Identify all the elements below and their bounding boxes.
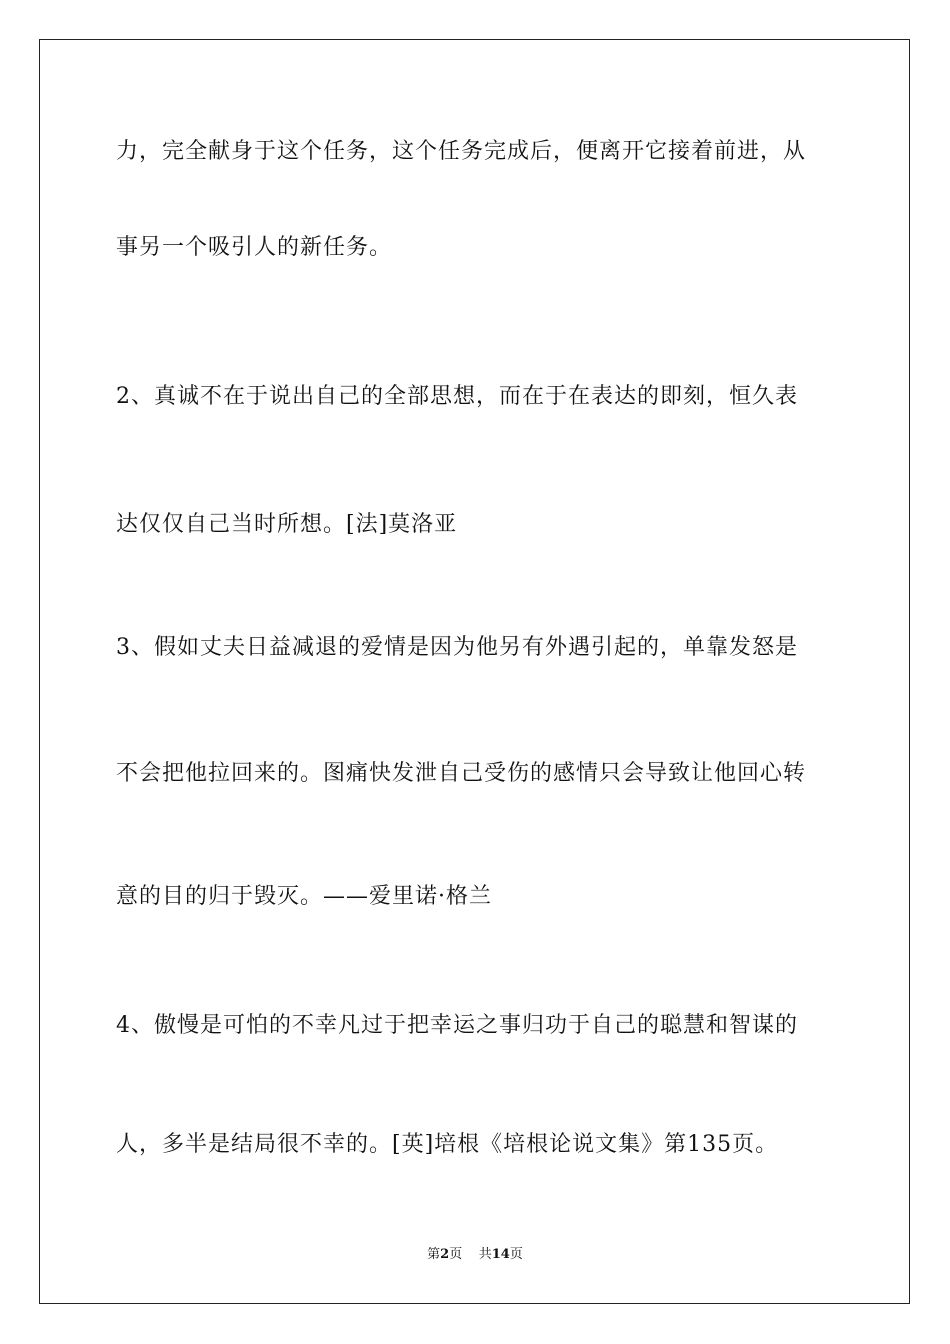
text-line-1: 力，完全献身于这个任务，这个任务完成后，便离开它接着前进，从 bbox=[116, 139, 807, 164]
footer-page-suffix: 页 bbox=[449, 1247, 463, 1262]
footer-page-prefix: 第 bbox=[427, 1247, 441, 1262]
text-line-6: 不会把他拉回来的。图痛快发泄自己受伤的感情只会导致让他回心转 bbox=[116, 761, 807, 786]
page-footer bbox=[0, 1246, 950, 1264]
text-line-7: 意的目的归于毁灭。——爱里诺·格兰 bbox=[116, 884, 492, 909]
text-line-5: 3、假如丈夫日益减退的爱情是因为他另有外遇引起的，单靠发怒是 bbox=[116, 635, 798, 660]
text-line-2: 事另一个吸引人的新任务。 bbox=[116, 235, 393, 260]
text-line-9: 人，多半是结局很不幸的。[英]培根《培根论说文集》第135页。 bbox=[116, 1132, 779, 1157]
text-line-4: 达仅仅自己当时所想。[法]莫洛亚 bbox=[116, 512, 458, 537]
text-line-3: 2、真诚不在于说出自己的全部思想，而在于在表达的即刻，恒久表 bbox=[116, 384, 798, 409]
text-line-8: 4、傲慢是可怕的不幸凡过于把幸运之事归功于自己的聪慧和智谋的 bbox=[116, 1013, 798, 1038]
page-border bbox=[39, 39, 910, 1304]
footer-total-suffix: 页 bbox=[509, 1247, 523, 1262]
footer-total-prefix: 共 bbox=[478, 1247, 492, 1262]
footer-total-pages: 14 bbox=[491, 1247, 510, 1262]
footer-page-number: 2 bbox=[440, 1247, 450, 1262]
